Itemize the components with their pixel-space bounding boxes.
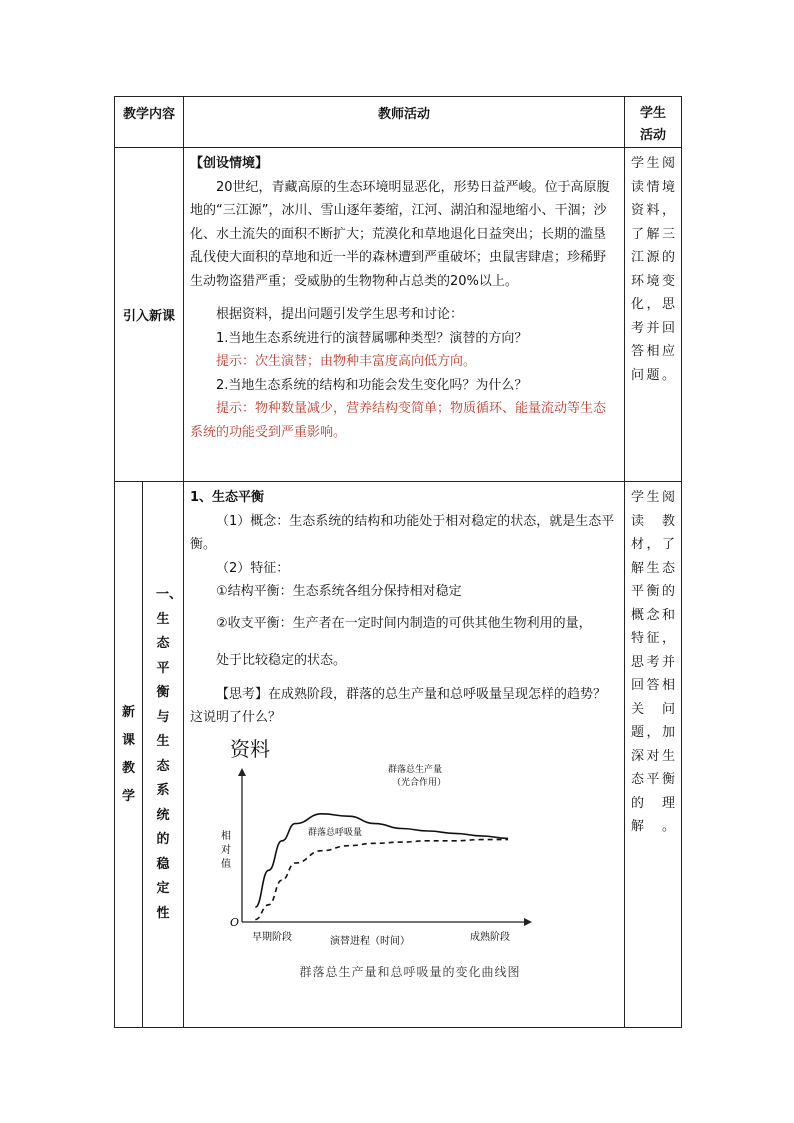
x-tick-mature: 成熟阶段 [470, 931, 510, 943]
lesson-table [114, 96, 682, 1028]
series-label-production-sub: （光合作用） [392, 777, 447, 788]
eq-concept: （1）概念：生态系统的结构和功能处于相对稳定的状态，就是生态平衡。 [190, 513, 615, 552]
eq-feature2-cont: 处于比较稳定的状态。 [216, 653, 347, 668]
header-teacher: 教师活动 [184, 97, 625, 148]
header-content: 教学内容 [115, 97, 184, 148]
intro-teacher-cell [184, 148, 625, 482]
intro-paragraph: 20世纪，青藏高原的生态环境明显恶化，形势日益严峻。位于高原腹地的“三江源”，冰川、雪山逐年萎缩，江河、湖泊和湿地缩小、干涸；沙化、水土流失的面积不断扩大；荒漠化和草地退化日益突出；长期的滥垦乱伐使大面积的草地和近一半的森林遭到严重破坏；虫鼠害肆虐；珍稀野生动物盗猎严重；受威胁的生物物种占总类的20%以上。 [190, 179, 610, 289]
intro-student-cell: 学生阅读情境资料，了解三江源的环境变化，思考并回答相应问题。 [625, 148, 682, 482]
new-lesson-teacher-cell [184, 482, 625, 1028]
eq-feature2: ②收支平衡：生产者在一定时间内制造的可供其他生物利用的量， [216, 615, 592, 631]
series-label-respiration: 群落总呼吸量 [308, 827, 363, 838]
eq-feature-title: （2）特征： [216, 560, 290, 576]
chart-title: 资料 [230, 736, 270, 761]
chart-caption: 群落总生产量和总呼吸量的变化曲线图 [299, 965, 521, 979]
intro-title: 【创设情境】 [190, 156, 269, 171]
intro-q2: 2.当地生态系统的结构和功能会发生变化吗？为什么？ [216, 377, 528, 393]
intro-prompt: 根据资料，提出问题引发学生思考和讨论： [216, 307, 464, 322]
intro-q1: 1.当地生态系统进行的演替属哪种类型？演替的方向？ [216, 330, 528, 346]
series-gross-production-line [255, 813, 508, 906]
eq-feature1: ①结构平衡：生态系统各组分保持相对稳定 [216, 584, 462, 599]
x-axis-label: 演替进程（时间） [330, 935, 410, 947]
intro-a2: 提示：物种数量减少，营养结构变简单；物质循环、能量流动等生态系统的功能受到严重影响。 [190, 401, 607, 440]
header-student [625, 97, 682, 148]
intro-section-label: 引入新课 [115, 148, 184, 482]
new-lesson-label-cell [115, 482, 184, 1028]
y-label-char: 相 [221, 830, 231, 842]
series-respiration-line [255, 839, 508, 919]
new-lesson-student-cell: 学生阅读教材，了解生态平衡的概念和特征，思考并回答相关问题，加深对生态平衡的理解。 [625, 482, 682, 1028]
y-axis-arrow [238, 768, 246, 776]
x-axis-arrow [524, 918, 532, 926]
chart-svg [190, 734, 630, 949]
eq-heading: 1、生态平衡 [190, 490, 265, 505]
intro-a1: 提示：次生演替；由物种丰富度高向低方向。 [216, 354, 477, 369]
chart [190, 734, 630, 994]
series-label-production: 群落总生产量 [388, 764, 443, 775]
y-label-char: 对 [221, 844, 231, 856]
header-student-line2: 活动 [639, 128, 666, 143]
origin-label: O [230, 915, 240, 929]
think-question: 【思考】在成熟阶段，群落的总生产量和总呼吸量呈现怎样的趋势？这说明了什么？ [190, 686, 607, 725]
header-student-line1: 学生 [639, 106, 666, 121]
x-tick-early: 早期阶段 [252, 931, 292, 943]
new-lesson-subsection: 一、生态平衡与生态系统的稳定性 [156, 587, 183, 921]
y-label-char: 值 [221, 858, 231, 870]
new-lesson-section: 新课教学 [121, 704, 135, 804]
